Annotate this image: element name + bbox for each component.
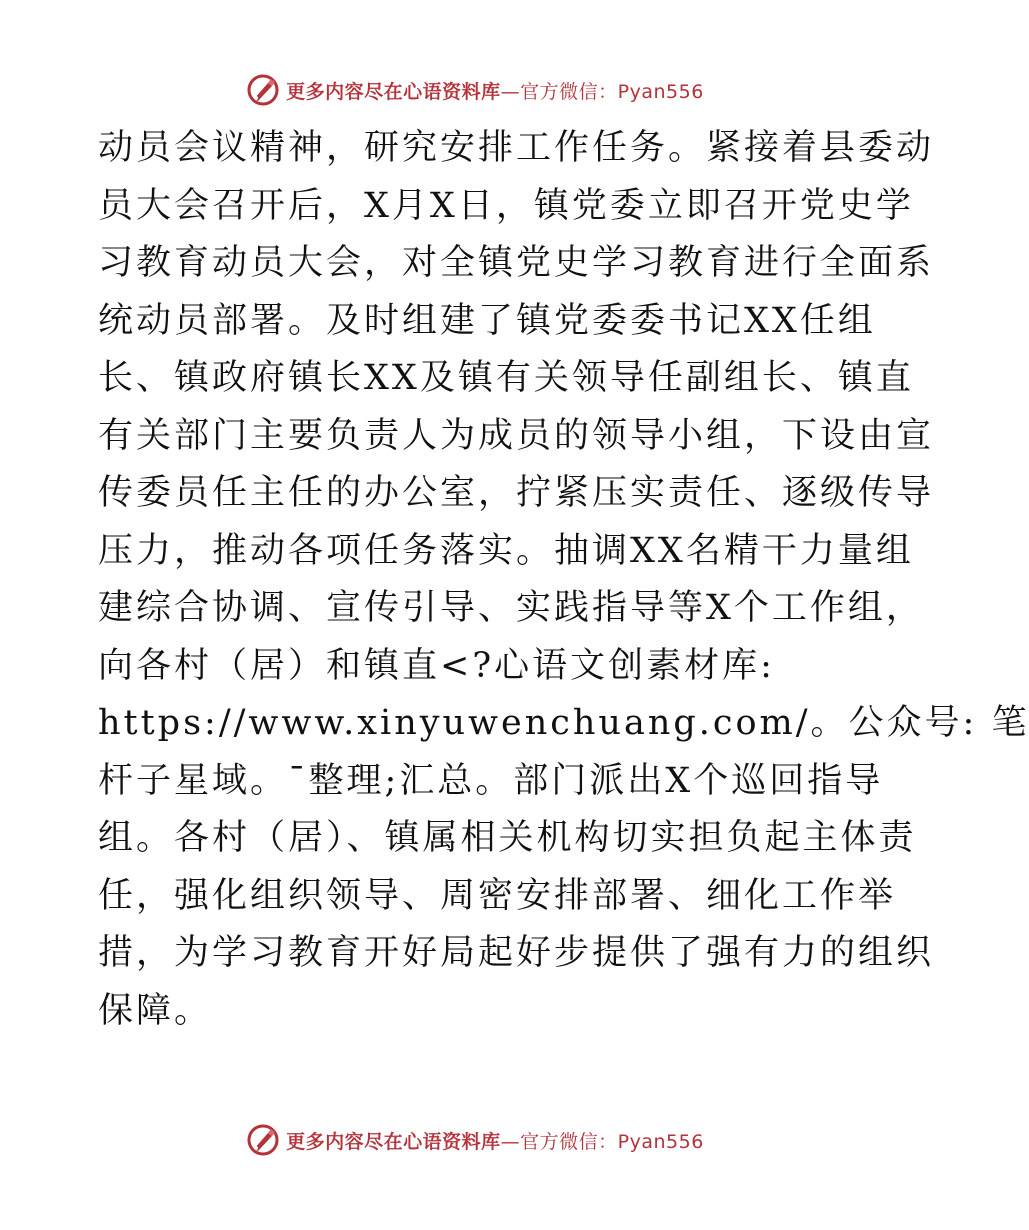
footer-banner-separator: — (500, 1130, 521, 1153)
body-line: 习教育动员大会，对全镇党史学习教育进行全面系 (98, 243, 935, 283)
body-line: 措，为学习教育开好局起好步提供了强有力的组织 (98, 933, 935, 973)
header-banner-text: 更多内容尽在心语资料库 (286, 80, 501, 103)
body-line: 压力，推动各项任务落实。抽调XX名精干力量组 (98, 530, 914, 571)
document-body (98, 120, 1029, 1040)
body-line: 保障。 (98, 990, 213, 1031)
body-line: 员大会召开后，X月X日，镇党委立即召开党史学 (98, 185, 914, 226)
body-line: 有关部门主要负责人为成员的领导小组，下设由宣 (98, 415, 935, 456)
header-banner-separator: — (500, 80, 521, 103)
header-banner-wechat: 官方微信：Pyan556 (520, 80, 704, 103)
body-line: 长、镇政府镇长XX及镇有关领导任副组长、镇直 (98, 358, 914, 398)
body-line: 统动员部署。及时组建了镇党委委书记XX任组 (98, 300, 876, 341)
body-line: 动员会议精神，研究安排工作任务。紧接着县委动 (98, 128, 935, 168)
body-line: 建综合协调、宣传引导、实践指导等X个工作组， (98, 588, 924, 628)
header-banner (0, 70, 950, 110)
body-line: 传委员任主任的办公室，拧紧压实责任、逐级传导 (98, 473, 935, 513)
body-line-url: https://www.xinyuwenchuang.com/。公众号: 笔 (98, 703, 1029, 743)
footer-banner-wechat: 官方微信：Pyan556 (520, 1130, 704, 1153)
body-line: 向各村（居）和镇直<?心语文创素材库: (98, 645, 775, 686)
footer-banner (0, 1120, 950, 1160)
body-line: 杆子星域。¯整理;汇总。部门派出X个巡回指导 (98, 760, 884, 801)
body-line: 组。各村（居）、镇属相关机构切实担负起主体责 (98, 818, 917, 858)
pen-logo-icon (246, 73, 280, 107)
body-line: 任，强化组织领导、周密安排部署、细化工作举 (98, 875, 897, 916)
pen-logo-icon (246, 1123, 280, 1157)
footer-banner-text: 更多内容尽在心语资料库 (286, 1130, 501, 1153)
